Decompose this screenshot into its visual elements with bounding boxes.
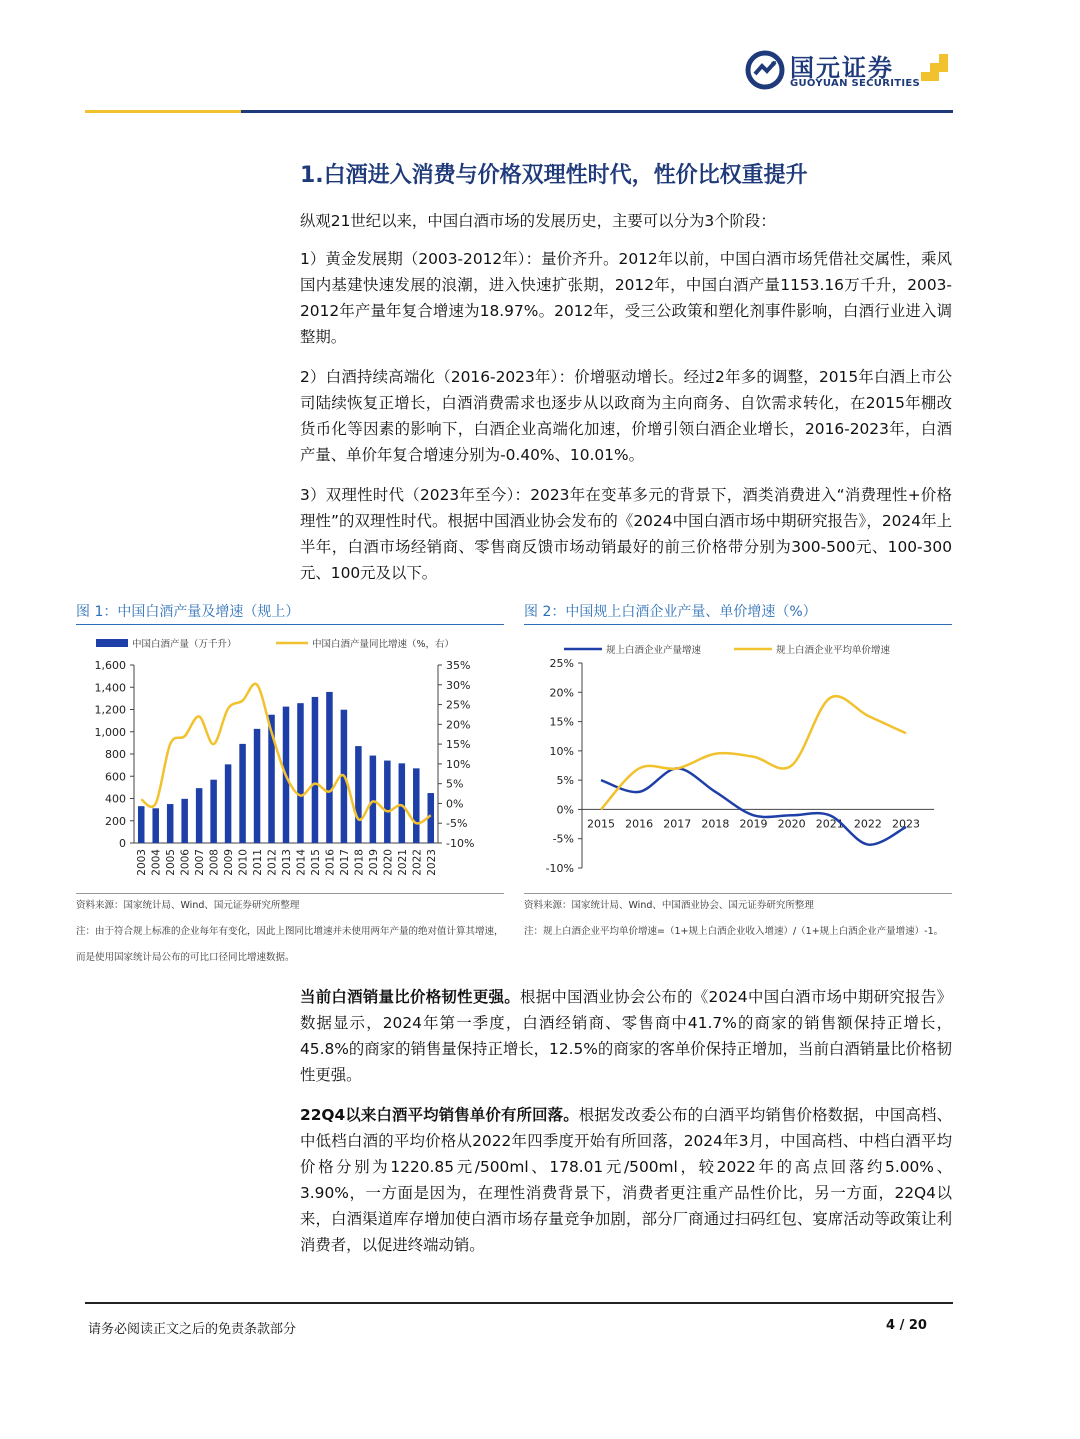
x-tick-label: 2007 <box>194 849 207 876</box>
footer-disclaimer: 请务必阅读正文之后的免责条款部分 <box>88 1322 297 1337</box>
x-tick-label: 2008 <box>208 849 221 876</box>
paragraph-stage-2: 2）白酒持续高端化（2016-2023年）：价增驱动增长。经过2年多的调整，2015年白酒上市公司陆续恢复正增长，白酒消费需求也逐步从以政商为主向商务、自饮需求转化，在2015年棚改货币化等因素的影响下，白酒企业高端化加速，价增引领白酒企业增长，2016-2023年，白酒产量、单价年复合增速分别为-0.40%、10.01%。 <box>300 368 952 464</box>
bar-production <box>326 692 333 843</box>
bar-production <box>413 768 420 843</box>
bar-production <box>210 780 217 843</box>
bar-production <box>312 697 319 843</box>
legend-swatch-production <box>96 639 128 647</box>
paragraph-price-decline-body: 根据发改委公布的白酒平均销售价格数据，中国高档、中低档白酒的平均价格从2022年四季度开始有所回落，2024年3月，中国高档、中档白酒平均价格分别为1220.85元/500ml、178.01元/500ml，较2022年的高点回落约5.00%、3.90%，一方面是因为，在理性消费背景下，消费者更注重产品性价比，另一方面，22Q4以来，白酒渠道库存增加使白酒市场存量竞争加剧，部分厂商通过扫码红包、宴席活动等政策让利消费者，以促进终端动销。 <box>300 1106 952 1254</box>
x-tick-label: 2023 <box>425 849 438 876</box>
paragraph-stage-1: 1）黄金发展期（2003-2012年）：量价齐升。2012年以前，中国白酒市场凭借社交属性，乘风国内基建快速发展的浪潮，进入快速扩张期，2012年，中国白酒产量1153.16万千升，2003-2012年产量年复合增速为18.97%。2012年，受三公政策和塑化剂事件影响，白酒行业进入调整期。 <box>300 250 952 346</box>
y-left-tick-label: 400 <box>105 792 126 806</box>
x-tick-label: 2011 <box>252 849 265 876</box>
header-rule <box>85 110 953 113</box>
x-tick-label: 2020 <box>777 817 806 831</box>
y-tick-label: 5% <box>556 774 574 788</box>
x-tick-label: 2022 <box>853 817 882 831</box>
figure2-title: 图 2：中国规上白酒企业产量、单价增速（%） <box>524 604 817 620</box>
brand-name-en: GUOYUAN SECURITIES <box>790 78 921 89</box>
x-tick-label: 2021 <box>815 817 844 831</box>
legend-label-volume: 规上白酒企业产量增速 <box>606 645 702 656</box>
x-tick-label: 2022 <box>411 849 424 876</box>
x-tick-label: 2017 <box>663 817 692 831</box>
bar-production <box>370 756 377 843</box>
figure1-source: 资料来源：国家统计局、Wind、国元证券研究所整理 <box>76 900 300 911</box>
x-tick-label: 2016 <box>324 849 337 876</box>
footer-rule <box>85 1302 953 1304</box>
bar-production <box>167 804 174 843</box>
figure1-note: 注：由于符合规上标准的企业每年有变化，因此上图同比增速并未使用两年产量的绝对值计算其增速，而是使用国家统计局公布的可比口径同比增速数据。 <box>76 926 504 963</box>
line-price-growth <box>601 696 906 809</box>
brand-logo <box>745 48 955 92</box>
y-right-tick-label: 10% <box>446 757 471 771</box>
page-number: 4 / 20 <box>886 1318 927 1333</box>
figure1-chart <box>76 628 504 890</box>
x-tick-label: 2020 <box>382 849 395 876</box>
x-tick-label: 2005 <box>165 849 178 876</box>
bar-production <box>384 761 391 843</box>
y-right-tick-label: 30% <box>446 678 471 692</box>
y-left-tick-label: 1,200 <box>94 703 126 717</box>
logo-steps-icon <box>917 52 951 86</box>
x-tick-label: 2023 <box>892 817 920 831</box>
y-left-tick-label: 0 <box>119 837 126 850</box>
bar-production <box>196 788 203 843</box>
bar-production <box>297 703 304 843</box>
bar-production <box>181 799 188 843</box>
y-right-tick-label: 25% <box>446 698 471 712</box>
y-tick-label: -5% <box>552 832 574 846</box>
y-right-tick-label: 35% <box>446 659 471 672</box>
paragraph-sales-resilience <box>300 984 952 1088</box>
legend-label-growth: 中国白酒产量同比增速（%，右） <box>312 639 455 650</box>
figure1-title: 图 1：中国白酒产量及增速（规上） <box>76 604 300 620</box>
figure2-top-rule <box>524 624 952 625</box>
y-right-tick-label: -5% <box>446 817 468 831</box>
x-tick-label: 2009 <box>223 849 236 876</box>
intro-paragraph: 纵观21世纪以来，中国白酒市场的发展历史，主要可以分为3个阶段： <box>300 212 776 230</box>
y-right-tick-label: 20% <box>446 718 471 732</box>
bar-production <box>355 746 362 843</box>
x-tick-label: 2006 <box>179 849 192 876</box>
bar-production <box>138 806 145 843</box>
section-title: 1.白酒进入消费与价格双理性时代，性价比权重提升 <box>300 163 808 188</box>
y-left-tick-label: 200 <box>105 814 126 828</box>
y-right-tick-label: 15% <box>446 738 471 752</box>
legend-label-price: 规上白酒企业平均单价增速 <box>776 645 891 656</box>
x-tick-label: 2015 <box>587 817 615 831</box>
y-left-tick-label: 1,000 <box>94 725 126 739</box>
x-tick-label: 2019 <box>367 849 380 876</box>
bar-production <box>239 744 246 843</box>
y-left-tick-label: 800 <box>105 748 126 761</box>
x-tick-label: 2004 <box>150 849 163 876</box>
paragraph-price-decline-lead: 22Q4以来白酒平均销售单价有所回落。 <box>300 1106 579 1124</box>
x-tick-label: 2015 <box>309 849 322 876</box>
y-right-tick-label: 0% <box>446 797 464 811</box>
x-tick-label: 2018 <box>701 817 730 831</box>
x-tick-label: 2018 <box>353 849 366 876</box>
x-tick-label: 2017 <box>338 849 351 876</box>
bar-production <box>225 764 232 843</box>
y-left-tick-label: 1,400 <box>94 681 126 695</box>
y-tick-label: 25% <box>549 657 574 670</box>
x-tick-label: 2010 <box>237 849 250 876</box>
x-tick-label: 2021 <box>396 849 409 876</box>
line-volume-growth <box>601 768 906 844</box>
y-tick-label: 10% <box>549 744 574 758</box>
y-right-tick-label: 5% <box>446 777 464 791</box>
paragraph-sales-resilience-body: 根据中国酒业协会公布的《2024中国白酒市场中期研究报告》数据显示，2024年第一季度，白酒经销商、零售商中41.7%的商家的销售额保持正增长，45.8%的商家的销售量保持正增长，12.5%的商家的客单价保持正增加，当前白酒销量比价格韧性更强。 <box>300 988 952 1084</box>
x-tick-label: 2019 <box>739 817 768 831</box>
bar-production <box>152 808 159 843</box>
legend-label-production: 中国白酒产量（万千升） <box>132 639 237 650</box>
bar-production <box>399 763 406 843</box>
y-tick-label: -10% <box>545 862 574 875</box>
y-left-tick-label: 600 <box>105 770 126 784</box>
figure2-chart <box>524 628 952 890</box>
y-left-tick-label: 1,600 <box>94 659 126 672</box>
paragraph-stage-3: 3）双理性时代（2023年至今）：2023年在变革多元的背景下，酒类消费进入“消费理性+价格理性”的双理性时代。根据中国酒业协会发布的《2024中国白酒市场中期研究报告》，2024年上半年，白酒市场经销商、零售商反馈市场动销最好的前三价格带分别为300-500元、100-300元、100元及以下。 <box>300 486 952 582</box>
figure1-top-rule <box>76 624 504 625</box>
figure2-note: 注：规上白酒企业平均单价增速=（1+规上白酒企业收入增速）/（1+规上白酒企业产量增速）-1。 <box>524 926 944 937</box>
logo-emblem-icon <box>745 50 785 90</box>
paragraph-sales-resilience-lead: 当前白酒销量比价格韧性更强。 <box>300 988 520 1006</box>
x-tick-label: 2013 <box>281 849 293 876</box>
y-right-tick-label: -10% <box>446 837 475 850</box>
y-tick-label: 20% <box>549 686 574 700</box>
x-tick-label: 2012 <box>266 849 279 876</box>
figure2-source: 资料来源：国家统计局、Wind、中国酒业协会、国元证券研究所整理 <box>524 900 814 911</box>
brand-name-cn: 国元证券 <box>790 54 894 82</box>
y-tick-label: 0% <box>556 803 574 817</box>
x-tick-label: 2016 <box>625 817 654 831</box>
x-tick-label: 2003 <box>136 849 149 876</box>
paragraph-price-decline <box>300 1102 952 1258</box>
y-tick-label: 15% <box>549 715 574 729</box>
bar-production <box>254 729 261 843</box>
x-tick-label: 2014 <box>295 849 308 876</box>
